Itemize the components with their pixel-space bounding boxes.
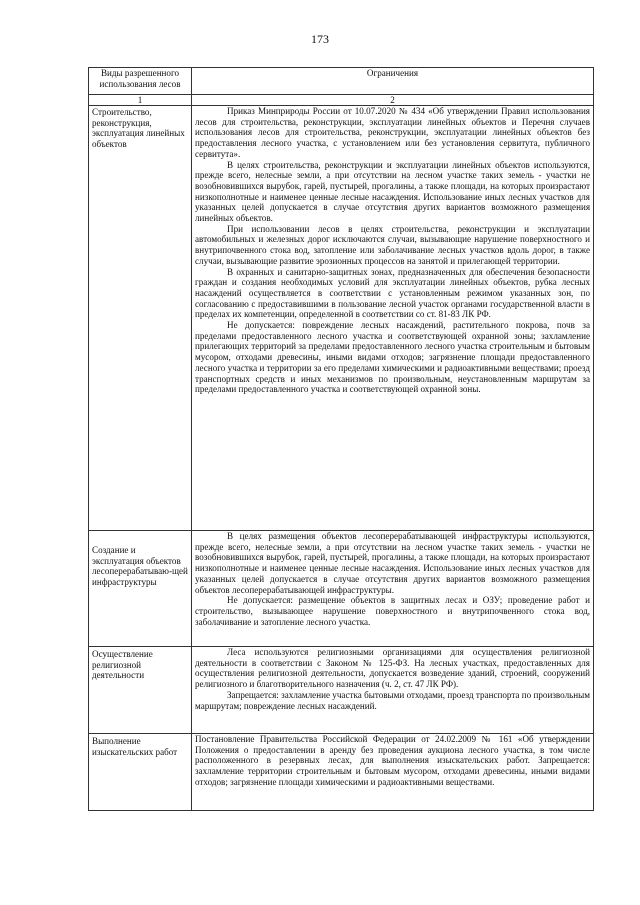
header-forest-use-types: Виды разрешенного использования лесов — [89, 68, 192, 95]
restriction-paragraph: При использовании лесов в целях строительства, реконструкции и эксплуатации автомобильных и железных дорог исключаются случаи, вызывающие нарушение поверхностного и внутрипочвенного стока вод, затопление или заболачивание лесных участков вдоль дорог, в также случаи, вызывающие развитие эрозионных процессов на занятой и прилегающей территории. — [195, 223, 590, 266]
use-type-wood-processing: Создание и эксплуатация объектов лесоперерабатываю-щей инфраструктуры — [89, 531, 192, 647]
restriction-paragraph: Не допускается: повреждение лесных насаждений, растительного покрова, почв за пределами предоставленного лесного участка и соответствующей охранной зоны; захламление прилегающих территорий за пределами предоставленного лесного участка строительным и бытовым мусором, отходами древесины, иными видами отходов; загрязнение площади предоставленного лесного участка и территории за его пределами химическими и радиоактивными веществами; проезд транспортных средств и иных механизмов по произвольным, неустановленным маршрутам за пределами предоставленного участка и соответствующей охранной зоны. — [195, 320, 590, 395]
table-row — [89, 531, 594, 647]
restrictions-linear-objects — [192, 106, 594, 531]
restriction-paragraph: Запрещается: захламление участка бытовыми отходами, проезд транспорта по произвольным маршрутам; повреждение лесных насаждений. — [195, 689, 590, 711]
column-numbering-row — [89, 95, 594, 106]
use-type-survey-works: Выполнение изыскательских работ — [89, 734, 192, 811]
header-restrictions: Ограничения — [192, 68, 594, 95]
restrictions-religious-activity — [192, 647, 594, 734]
table-row — [89, 647, 594, 734]
restriction-paragraph: Не допускается: размещение объектов в защитных лесах и ОЗУ; проведение работ и строительство, вызывающее нарушение поверхностного и внутрипочвенного стока вод, заболачивание и затопление лесного участка. — [195, 595, 590, 627]
restriction-paragraph: Постановление Правительства Российской Федерации от 24.02.2009 № 161 «Об утверждении Положения о предоставлении в аренду без проведения аукциона лесного участка, в том числе расположенного в резервных лесах, для выполнения изыскательских работ. Запрещается: захламление территории строительным и бытовым мусором, отходами древесины, иными видами отходов; загрязнение площади химическими и радиоактивными веществами. — [195, 734, 590, 787]
restrictions-wood-processing — [192, 531, 594, 647]
restriction-paragraph: Леса используются религиозными организациями для осуществления религиозной деятельности в соответствии с Законом № 125-ФЗ. На лесных участках, предоставленных для осуществления религиозной деятельности, допускается возведение зданий, строений, сооружений религиозного и благотворительного назначения (ч. 2, ст. 47 ЛК РФ). — [195, 647, 590, 690]
table-header-row — [89, 68, 594, 95]
table-row — [89, 734, 594, 811]
use-type-linear-objects: Строительство, реконструкция, эксплуатация линейных объектов — [89, 106, 192, 531]
column-number-1: 1 — [89, 95, 192, 106]
use-type-religious-activity: Осуществление религиозной деятельности — [89, 647, 192, 734]
page-number: 173 — [311, 32, 329, 46]
restriction-paragraph: В целях строительства, реконструкции и эксплуатации линейных объектов используются, прежде всего, нелесные земли, а при отсутствии на лесном участке таких земель - участки не возобновившихся вырубок, гарей, пустырей, прогалины, а также площади, на которых произрастают низкополнотные и наименее ценные лесные насаждения. Использование иных лесных участков для указанных целей допускается в случае отсутствия других вариантов возможного размещения линейных объектов. — [195, 159, 590, 224]
column-number-2: 2 — [192, 95, 594, 106]
restriction-paragraph: В целях размещения объектов лесоперерабатывающей инфраструктуры используются, прежде всего, нелесные земли, а при отсутствии на лесном участке таких земель - участки не возобновившихся вырубок, гарей, пустырей, прогалины, а также площади, на которых произрастают низкополнотные и наименее ценные лесные насаждения. Использование иных лесных участков для указанных целей допускается в случае отсутствия других вариантов возможного размещения объектов лесоперерабатывающей инфраструктуры. — [195, 531, 590, 595]
restrictions-survey-works — [192, 734, 594, 811]
forest-use-restrictions-table — [88, 67, 594, 811]
restriction-paragraph: В охранных и санитарно-защитных зонах, предназначенных для обеспечения безопасности граждан и создания необходимых условий для эксплуатации линейных объектов, рубка лесных насаждений осуществляется в соответствии с установленным режимом указанных зон, по согласованию с предоставившими в пользование лесной участок органами государственной власти в пределах их компетенции, определенной в соответствии со ст. 81-83 ЛК РФ. — [195, 266, 590, 320]
table-row — [89, 106, 594, 531]
restriction-paragraph: Приказ Минприроды России от 10.07.2020 № 434 «Об утверждении Правил использования лесов для строительства, реконструкции, эксплуатации линейных объектов и Перечня случаев использования лесов для строительства, реконструкции, эксплуатации линейных объектов без предоставления лесного участка, с установлением или без установления сервитута, публичного сервитута». — [195, 106, 590, 159]
